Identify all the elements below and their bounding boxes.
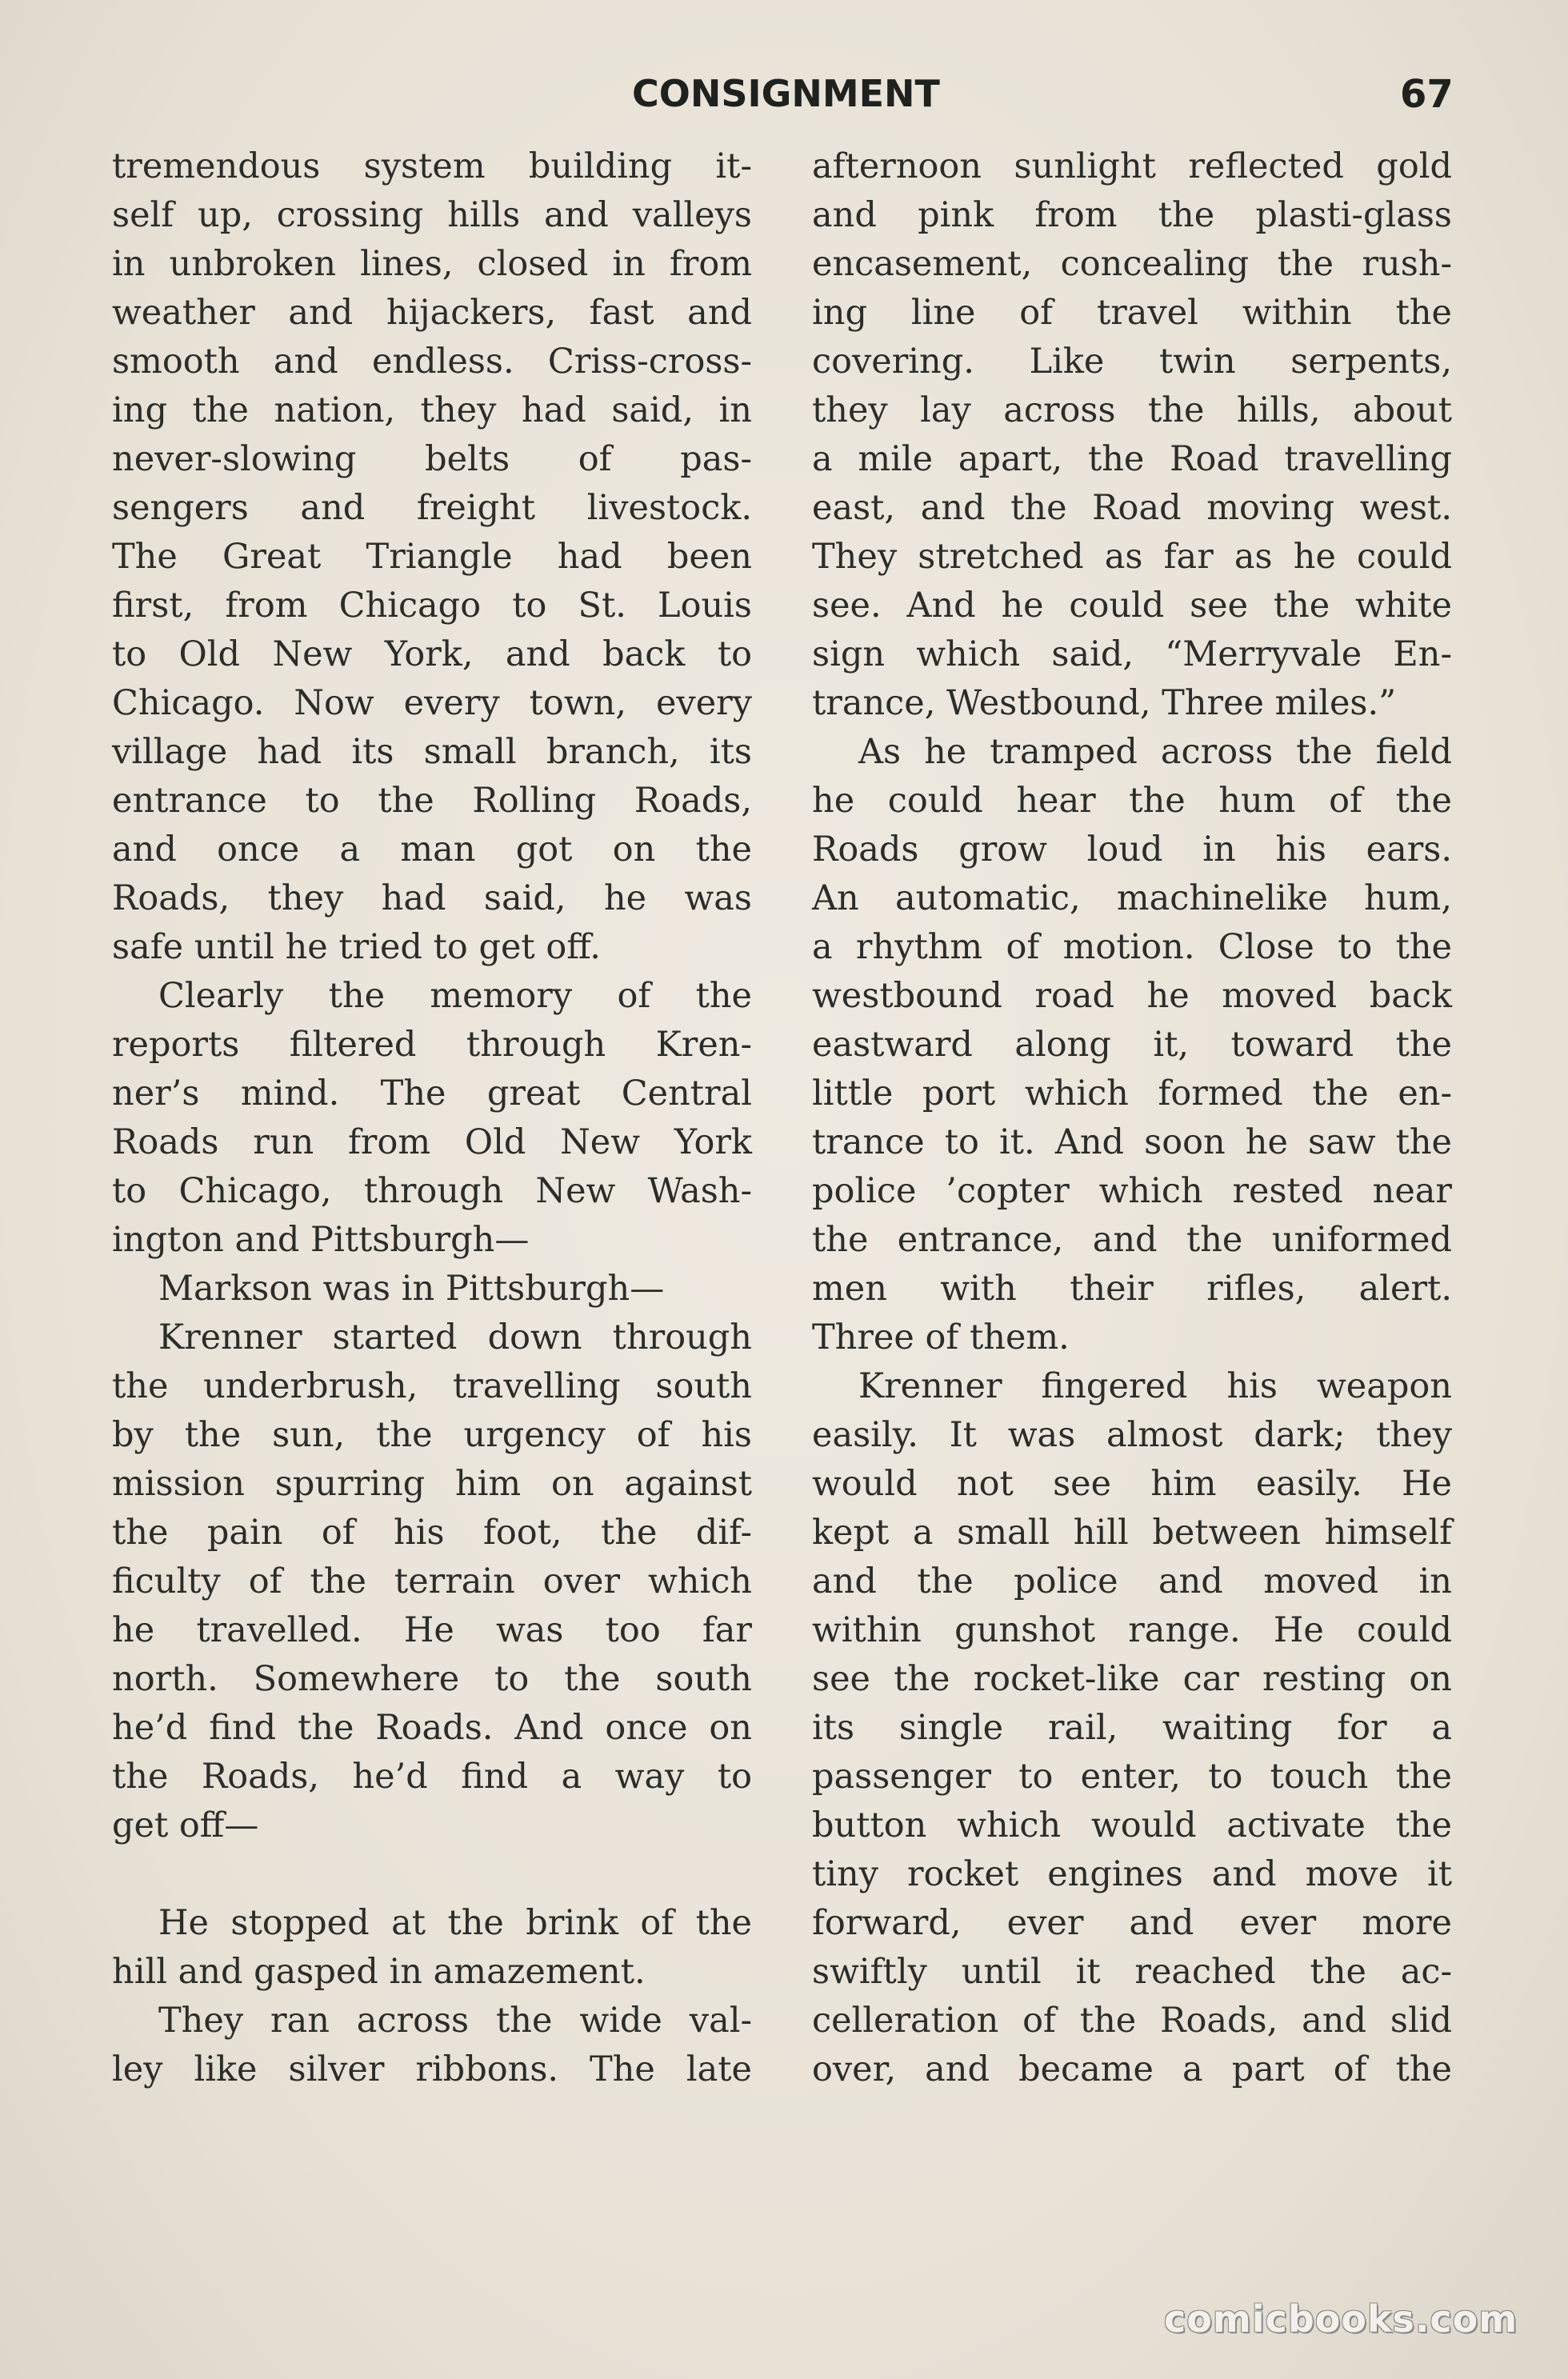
running-title: CONSIGNMENT <box>632 72 940 115</box>
text-line: its single rail, waiting for a <box>812 1708 1452 1748</box>
text-line: celleration of the Roads, and slid <box>812 2001 1452 2041</box>
text-line: Chicago. Now every town, every <box>112 683 752 723</box>
text-line: to Chicago, through New Wash- <box>112 1171 752 1211</box>
text-line: never-slowing belts of pas- <box>112 439 752 479</box>
right-text-column <box>812 142 1452 2094</box>
text-line: They ran across the wide val- <box>158 2001 752 2041</box>
text-line: eastward along it, toward the <box>812 1025 1452 1065</box>
text-line: and pink from the plasti-glass <box>812 195 1452 235</box>
text-line: They stretched as far as he could <box>812 537 1452 577</box>
text-line: weather and hijackers, fast and <box>112 293 752 333</box>
text-line: would not see him easily. He <box>812 1464 1452 1504</box>
text-line: tiny rocket engines and move it <box>812 1854 1452 1894</box>
text-line: in unbroken lines, closed in from <box>112 244 752 284</box>
text-line: hill and gasped in amazement. <box>112 1952 646 1992</box>
text-line: safe until he tried to get off. <box>112 927 601 967</box>
text-line: Three of them. <box>812 1317 1070 1357</box>
text-line: Krenner fingered his weapon <box>858 1366 1452 1406</box>
text-line: police ’copter which rested near <box>812 1171 1452 1211</box>
text-line: east, and the Road moving west. <box>812 488 1452 528</box>
page-number: 67 <box>1400 72 1454 117</box>
text-line: tremendous system building it- <box>112 146 752 186</box>
text-line: north. Somewhere to the south <box>112 1659 752 1699</box>
text-line: he’d find the Roads. And once on <box>112 1708 752 1748</box>
text-line: see. And he could see the white <box>812 586 1452 626</box>
text-line: ner’s mind. The great Central <box>112 1074 752 1114</box>
text-line: Roads, they had said, he was <box>112 878 752 918</box>
text-line: little port which formed the en- <box>812 1074 1452 1114</box>
text-line: westbound road he moved back <box>812 976 1452 1016</box>
text-line: He stopped at the brink of the <box>158 1903 752 1943</box>
text-line: mission spurring him on against <box>112 1464 752 1504</box>
text-line: encasement, concealing the rush- <box>812 244 1452 284</box>
text-line: village had its small branch, its <box>112 732 752 772</box>
text-line: reports filtered through Kren- <box>112 1025 752 1065</box>
text-line: to Old New York, and back to <box>112 634 752 674</box>
text-line: and once a man got on the <box>112 830 752 870</box>
text-line: trance to it. And soon he saw the <box>812 1122 1452 1162</box>
text-line: by the sun, the urgency of his <box>112 1415 752 1455</box>
text-line: they lay across the hills, about <box>812 390 1452 430</box>
text-line: within gunshot range. He could <box>812 1610 1452 1650</box>
text-line: self up, crossing hills and valleys <box>112 195 752 235</box>
text-line: passenger to enter, to touch the <box>812 1757 1452 1797</box>
text-line: a mile apart, the Road travelling <box>812 439 1452 479</box>
text-line: get off— <box>112 1805 259 1845</box>
left-text-column <box>112 142 752 2094</box>
text-line: An automatic, machinelike hum, <box>812 878 1452 918</box>
page-header <box>0 72 1568 128</box>
text-line: As he tramped across the field <box>858 732 1452 772</box>
text-line: sengers and freight livestock. <box>112 488 752 528</box>
text-line: kept a small hill between himself <box>812 1513 1452 1553</box>
watermark-logo: comicbooks.com <box>1164 2297 1518 2341</box>
text-line: and the police and moved in <box>812 1561 1452 1601</box>
text-line: swiftly until it reached the ac- <box>812 1952 1452 1992</box>
text-line: ington and Pittsburgh— <box>112 1220 530 1260</box>
text-line: the entrance, and the uniformed <box>812 1220 1452 1260</box>
text-line: afternoon sunlight reflected gold <box>812 146 1452 186</box>
text-line: Markson was in Pittsburgh— <box>158 1269 665 1309</box>
text-line: see the rocket-like car resting on <box>812 1659 1452 1699</box>
text-line: Roads grow loud in his ears. <box>812 830 1452 870</box>
text-line: sign which said, “Merryvale En- <box>812 634 1452 674</box>
paragraph-gap <box>112 1850 752 1899</box>
text-line: the pain of his foot, the dif- <box>112 1513 752 1553</box>
text-line: the Roads, he’d find a way to <box>112 1757 752 1797</box>
text-line: the underbrush, travelling south <box>112 1366 752 1406</box>
text-line: Roads run from Old New York <box>112 1122 752 1162</box>
text-line: he travelled. He was too far <box>112 1610 752 1650</box>
text-line: entrance to the Rolling Roads, <box>112 781 752 821</box>
text-line: covering. Like twin serpents, <box>812 342 1452 382</box>
text-line: first, from Chicago to St. Louis <box>112 586 752 626</box>
text-line: men with their rifles, alert. <box>812 1269 1452 1309</box>
text-line: he could hear the hum of the <box>812 781 1452 821</box>
text-line: ing the nation, they had said, in <box>112 390 752 430</box>
text-line: Krenner started down through <box>158 1317 752 1357</box>
text-line: ing line of travel within the <box>812 293 1452 333</box>
text-line: over, and became a part of the <box>812 2049 1452 2089</box>
text-line: trance, Westbound, Three miles.” <box>812 683 1397 723</box>
text-line: easily. It was almost dark; they <box>812 1415 1452 1455</box>
text-line: The Great Triangle had been <box>112 537 752 577</box>
text-line: button which would activate the <box>812 1805 1452 1845</box>
text-line: ficulty of the terrain over which <box>112 1561 752 1601</box>
text-line: Clearly the memory of the <box>158 976 752 1016</box>
text-line: a rhythm of motion. Close to the <box>812 927 1452 967</box>
text-line: smooth and endless. Criss-cross- <box>112 342 752 382</box>
text-line: forward, ever and ever more <box>812 1903 1452 1943</box>
text-line: ley like silver ribbons. The late <box>112 2049 752 2089</box>
